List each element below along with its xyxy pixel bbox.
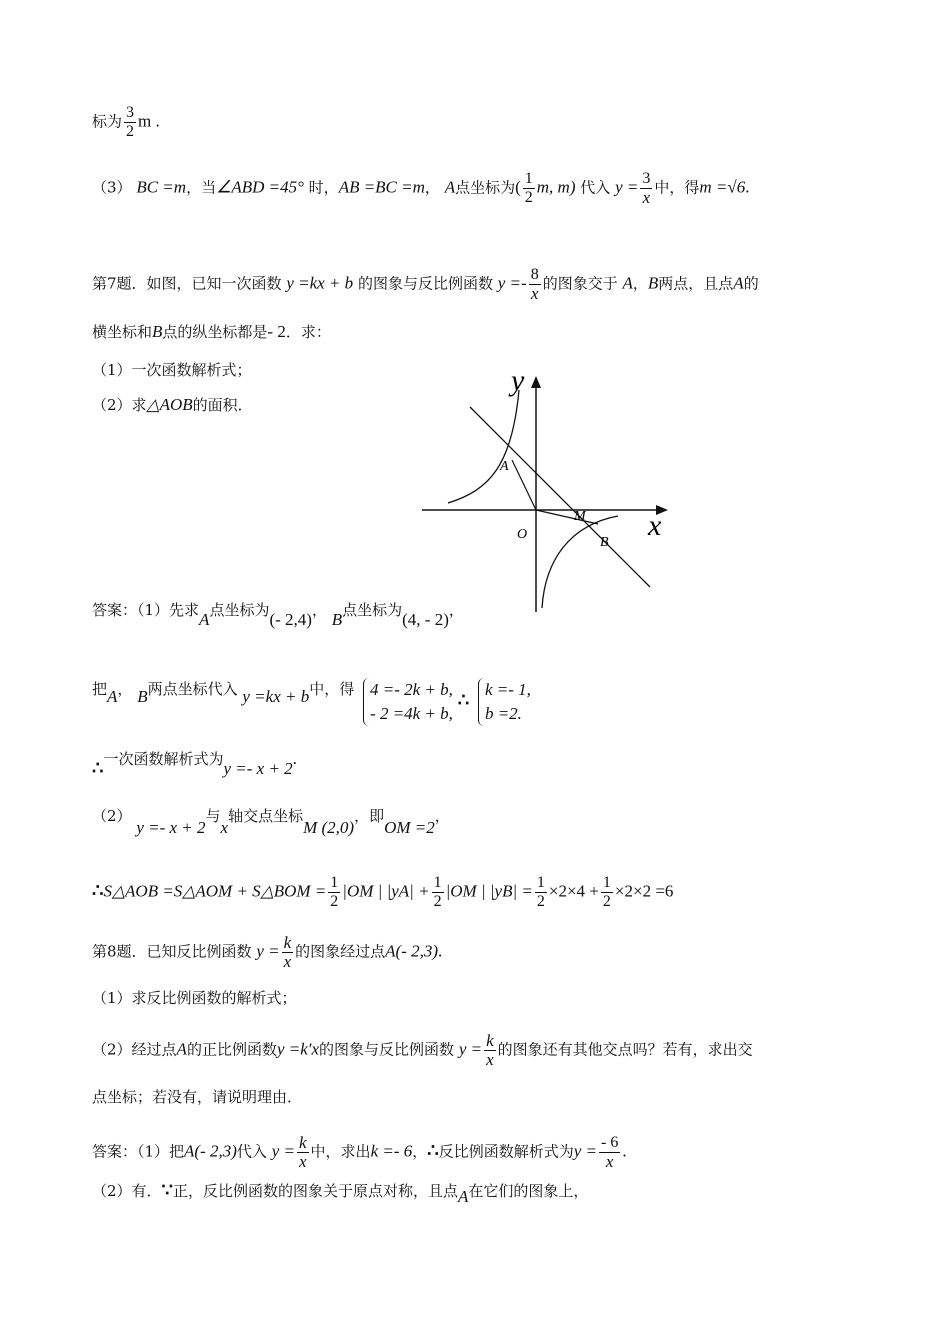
answer-8-line1 <box>92 1134 627 1171</box>
formula: y = <box>271 1141 295 1161</box>
x-axis-label: x <box>648 509 662 542</box>
text: 反比例函数解析式为 <box>438 1142 574 1161</box>
numerator: k <box>486 1031 494 1050</box>
denominator: 2 <box>433 893 442 910</box>
text: 点坐标；若没有，请说明理由． <box>92 1088 303 1106</box>
fraction <box>124 104 136 141</box>
text: ， <box>311 601 327 619</box>
answer-7-linear-result <box>92 748 297 778</box>
numerator: - 6 <box>601 1134 619 1151</box>
formula: A <box>176 1039 187 1059</box>
formula: A(- 2,3) <box>385 941 439 961</box>
text: 两点，且点 <box>658 274 734 293</box>
text: 的图象经过点 <box>295 942 386 961</box>
formula: AB =BC =m <box>338 177 425 197</box>
formula: y = <box>615 177 639 197</box>
equation: b =2. <box>484 704 522 723</box>
text: （2）有． <box>92 1182 162 1200</box>
question-8-line1 <box>92 934 442 971</box>
equation: k =- 1, <box>484 680 531 699</box>
text: 正，反比例函数的图象关于原点对称，且点 <box>173 1182 459 1200</box>
formula: △AOB <box>146 395 193 414</box>
numerator: 1 <box>536 874 545 891</box>
formula: y =kx + b <box>242 687 310 706</box>
answer-7-line1 <box>92 600 464 629</box>
formula: y = <box>256 941 280 961</box>
formula: m, m) <box>536 177 576 197</box>
fraction <box>297 1134 309 1171</box>
question-8-part2-line1 <box>92 1032 753 1069</box>
text: 标为 <box>92 112 123 131</box>
answer-7-part2-line <box>92 806 450 837</box>
question-8-part2-line2 <box>92 1087 302 1107</box>
text: ， <box>448 601 464 619</box>
question-7-part2 <box>92 395 253 415</box>
fraction <box>523 170 535 207</box>
text: 点的纵坐标都是 <box>162 323 268 341</box>
therefore-symbol: ∴ <box>427 1140 439 1161</box>
text: 第8题．已知反比例函数 <box>92 942 252 961</box>
text: 点坐标为 <box>342 601 403 619</box>
formula: OM =2 <box>384 818 435 837</box>
answer-7-area-formula <box>92 874 673 911</box>
y-axis-label: y <box>511 364 525 397</box>
text: 在它们的图象上， <box>468 1182 589 1200</box>
text: 的图象与反比例函数 <box>319 1040 455 1059</box>
formula: y =- x + 2 <box>223 759 293 778</box>
equation: 4 =- 2k + b, <box>370 680 453 699</box>
text: 的图象与反比例函数 <box>357 274 493 293</box>
coordinate-graph <box>410 362 680 612</box>
text: 的正比例函数 <box>186 1040 277 1059</box>
text: . <box>292 749 297 768</box>
formula: BC =m <box>136 177 187 197</box>
solution-system <box>478 678 531 726</box>
formula: A <box>107 687 118 706</box>
formula: S△AOB =S△AOM + S△BOM = <box>103 881 327 901</box>
text: 的面积． <box>192 396 253 414</box>
formula: y =k′x <box>276 1039 320 1059</box>
formula: (- 2,4) <box>269 610 312 629</box>
equation: - 2 =4k + b, <box>370 704 453 723</box>
text: 轴交点坐标 <box>228 807 304 825</box>
formula: ×2×4 + <box>548 881 599 901</box>
text: 点坐标为 <box>455 178 516 197</box>
fraction <box>484 1032 496 1069</box>
formula: m =√6 <box>699 177 746 197</box>
answer-7-system-line <box>92 666 531 723</box>
formula: B <box>331 610 343 629</box>
text: 时， <box>308 178 339 197</box>
formula: A <box>444 177 456 197</box>
text: （2） <box>92 807 132 825</box>
formula: B <box>137 687 148 706</box>
numerator: 3 <box>126 104 135 121</box>
text: ，当 <box>186 178 217 197</box>
text: 把 <box>92 680 108 698</box>
denominator: 2 <box>330 893 339 910</box>
therefore-symbol: ∴ <box>92 758 104 778</box>
text: 的 <box>743 274 759 293</box>
hyperbola-branch-lower-right <box>542 516 618 608</box>
denominator: x <box>605 1152 614 1171</box>
text: 与 <box>205 807 221 825</box>
formula: y =kx + b <box>286 273 354 293</box>
fraction <box>432 874 444 911</box>
text: 中，得 <box>654 178 700 197</box>
text: 两点坐标代入 <box>147 680 238 698</box>
because-symbol: ∵ <box>161 1180 173 1200</box>
origin-label: O <box>517 527 528 542</box>
text: ，即 <box>354 807 385 825</box>
denominator: x <box>299 1152 307 1171</box>
denominator: 2 <box>602 893 611 910</box>
text: （2）经过点 <box>92 1040 177 1059</box>
denominator: x <box>530 284 539 303</box>
numerator: 1 <box>524 170 533 187</box>
text: 一次函数解析式为 <box>103 750 224 768</box>
answer-part3-line <box>92 170 749 207</box>
text: ， <box>424 178 440 197</box>
numerator: 3 <box>642 170 651 187</box>
text: 代入 <box>236 1142 267 1161</box>
equation-system <box>363 678 453 726</box>
therefore-symbol: ∴ <box>457 690 470 710</box>
numerator: 1 <box>602 874 611 891</box>
formula: - 2 <box>267 322 286 341</box>
formula: ( <box>515 177 521 197</box>
formula: y = <box>573 1141 598 1161</box>
text: ， <box>117 680 133 698</box>
formula: |OM | |yB| = <box>445 881 533 901</box>
question-7-line1 <box>92 266 759 303</box>
text: 答案：（1）把 <box>92 1142 185 1161</box>
point-A-label: A <box>500 459 509 474</box>
fraction <box>328 874 340 911</box>
formula: y =- x + 2 <box>136 818 206 837</box>
text: 点坐标为 <box>209 601 270 619</box>
y-axis-arrow <box>531 376 541 388</box>
text: m . <box>138 111 160 131</box>
answer-8-part2-line <box>92 1180 589 1206</box>
segment-OB <box>536 510 598 524</box>
therefore-symbol: ∴ <box>92 880 104 901</box>
formula: A <box>199 610 210 629</box>
text: ， <box>434 807 450 825</box>
denominator: 2 <box>536 893 545 910</box>
text: ， <box>412 1142 428 1161</box>
text: 第7题．如图，已知一次函数 <box>92 274 282 293</box>
formula: A <box>458 1187 469 1206</box>
formula: y =- <box>497 273 527 293</box>
numerator: 1 <box>433 874 442 891</box>
formula: B <box>647 273 659 293</box>
numerator: k <box>299 1133 307 1152</box>
formula: y = <box>458 1039 483 1059</box>
text: . <box>622 1141 627 1161</box>
text: 中，求出 <box>310 1142 371 1161</box>
text: 答案：（1）先求 <box>92 601 200 619</box>
text: （1）求反比例函数的解析式； <box>92 989 297 1007</box>
denominator: 2 <box>524 189 533 206</box>
segment-OA <box>512 460 536 510</box>
text: 中，得 <box>309 680 355 698</box>
text: 代入 <box>580 178 611 197</box>
formula: |OM | |yA| + <box>342 881 430 901</box>
point-M-label: M <box>574 509 586 524</box>
text: 的图象还有其他交点吗？若有，求出交 <box>497 1040 753 1059</box>
denominator: x <box>283 952 292 971</box>
formula: M (2,0) <box>303 818 355 837</box>
text: （3） <box>92 178 132 197</box>
fraction <box>640 170 652 207</box>
text: 横坐标和 <box>92 323 153 341</box>
text: . <box>438 941 443 961</box>
fraction <box>535 874 547 911</box>
denominator: x <box>486 1050 494 1069</box>
text: 的图象交于 <box>542 274 618 293</box>
text: （1）一次函数解析式； <box>92 361 252 379</box>
formula: (4, - 2) <box>402 610 449 629</box>
text: （2）求 <box>92 396 147 414</box>
formula: B <box>152 322 163 341</box>
fraction <box>601 874 613 911</box>
formula: ×2×2 =6 <box>614 881 674 901</box>
numerator: 8 <box>530 266 539 283</box>
question-7-part1 <box>92 360 252 380</box>
question-8-part1 <box>92 988 297 1008</box>
formula: x <box>220 818 229 837</box>
question-7-line2 <box>92 322 331 342</box>
numerator: 1 <box>330 874 339 891</box>
text: ， <box>632 274 648 293</box>
point-B-label: B <box>600 535 609 550</box>
formula: k =- 6 <box>370 1141 413 1161</box>
fraction <box>282 934 294 971</box>
text: ．求： <box>285 323 331 341</box>
hyperbola-branch-upper-left <box>448 390 519 503</box>
denominator: x <box>642 188 651 207</box>
denominator: 2 <box>126 123 135 140</box>
fraction <box>529 266 541 303</box>
numerator: k <box>283 933 292 952</box>
formula: A <box>622 273 633 293</box>
formula: ∠ABD =45° <box>216 177 304 197</box>
formula: A <box>733 273 744 293</box>
formula: A(- 2,3) <box>184 1141 237 1161</box>
linear-function-line <box>470 407 650 587</box>
fraction <box>599 1134 620 1171</box>
text: . <box>745 177 750 197</box>
line-label-value <box>92 104 160 141</box>
